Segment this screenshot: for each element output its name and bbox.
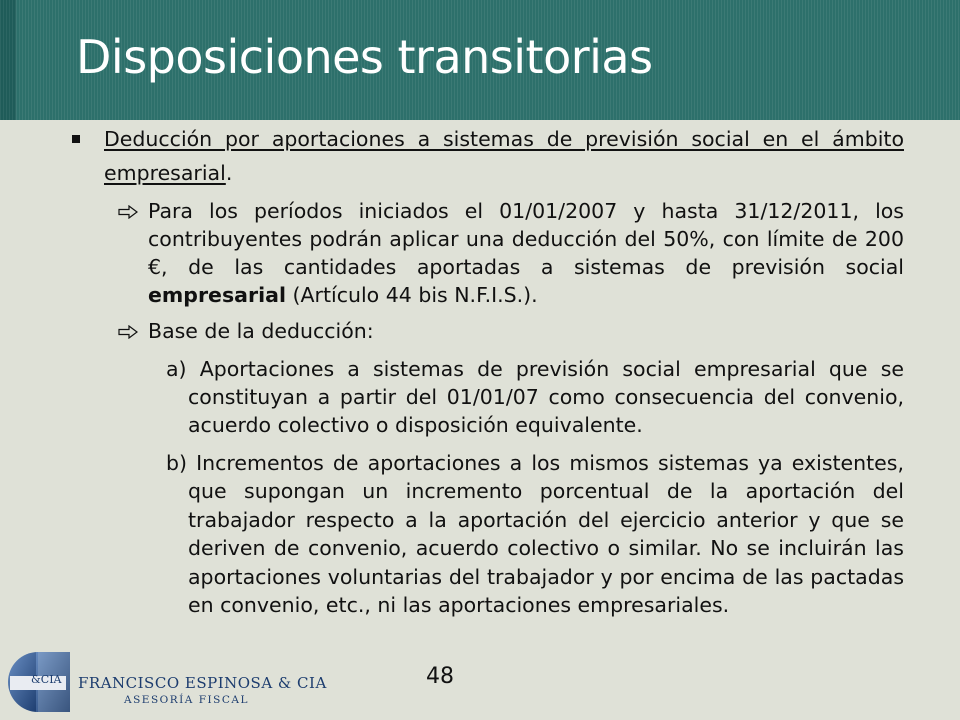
sub-bullet-periods — [148, 197, 904, 309]
page-number: 48 — [426, 664, 454, 689]
sub-bullet-periods-text: Para los períodos iniciados el 01/01/2007 y hasta 31/12/2011, los contribuyentes podrán aplicar una deducción del 50%, con límite de 200 €, de las cantidades aportadas a sistemas de previsión social — [148, 199, 904, 279]
main-bullet-tail: . — [225, 161, 233, 185]
company-name: FRANCISCO ESPINOSA & CIA — [78, 674, 327, 692]
list-item-b: b) Incrementos de aportaciones a los mismos sistemas ya existentes, que supongan un incremento porcentual de la aportación del trabajador respecto a la aportación del ejercicio anterior y que se deriven de convenio, acuerdo colectivo o similar. No se incluirán las aportaciones voluntarias del trabajador y por encima de las pactadas en convenio, etc., ni las aportaciones empresariales. — [166, 451, 904, 618]
slide-title: Disposiciones transitorias — [76, 30, 653, 84]
sub-bullet-base: Base de la deducción: — [148, 319, 374, 343]
arrow-bullet-icon — [118, 325, 138, 339]
arrow-bullet-icon — [118, 205, 138, 219]
list-item-a: a) Aportaciones a sistemas de previsión social empresarial que se constituyan a partir del 01/01/07 como consecuencia del convenio, acuerdo colectivo o disposición equivalente. — [166, 357, 904, 437]
sub-bullet-article-ref: (Artículo 44 bis N.F.I.S.). — [286, 283, 538, 307]
square-bullet-icon — [72, 135, 80, 143]
main-bullet-underlined: Deducción por aportaciones a sistemas de previsión social en el ámbito empresarial — [104, 127, 904, 185]
company-subtitle: ASESORÍA FISCAL — [124, 694, 249, 706]
main-bullet-text — [104, 122, 904, 190]
sub-bullet-bold-word: empresarial — [148, 283, 286, 307]
logo-mark-text: &CIA — [31, 673, 62, 686]
